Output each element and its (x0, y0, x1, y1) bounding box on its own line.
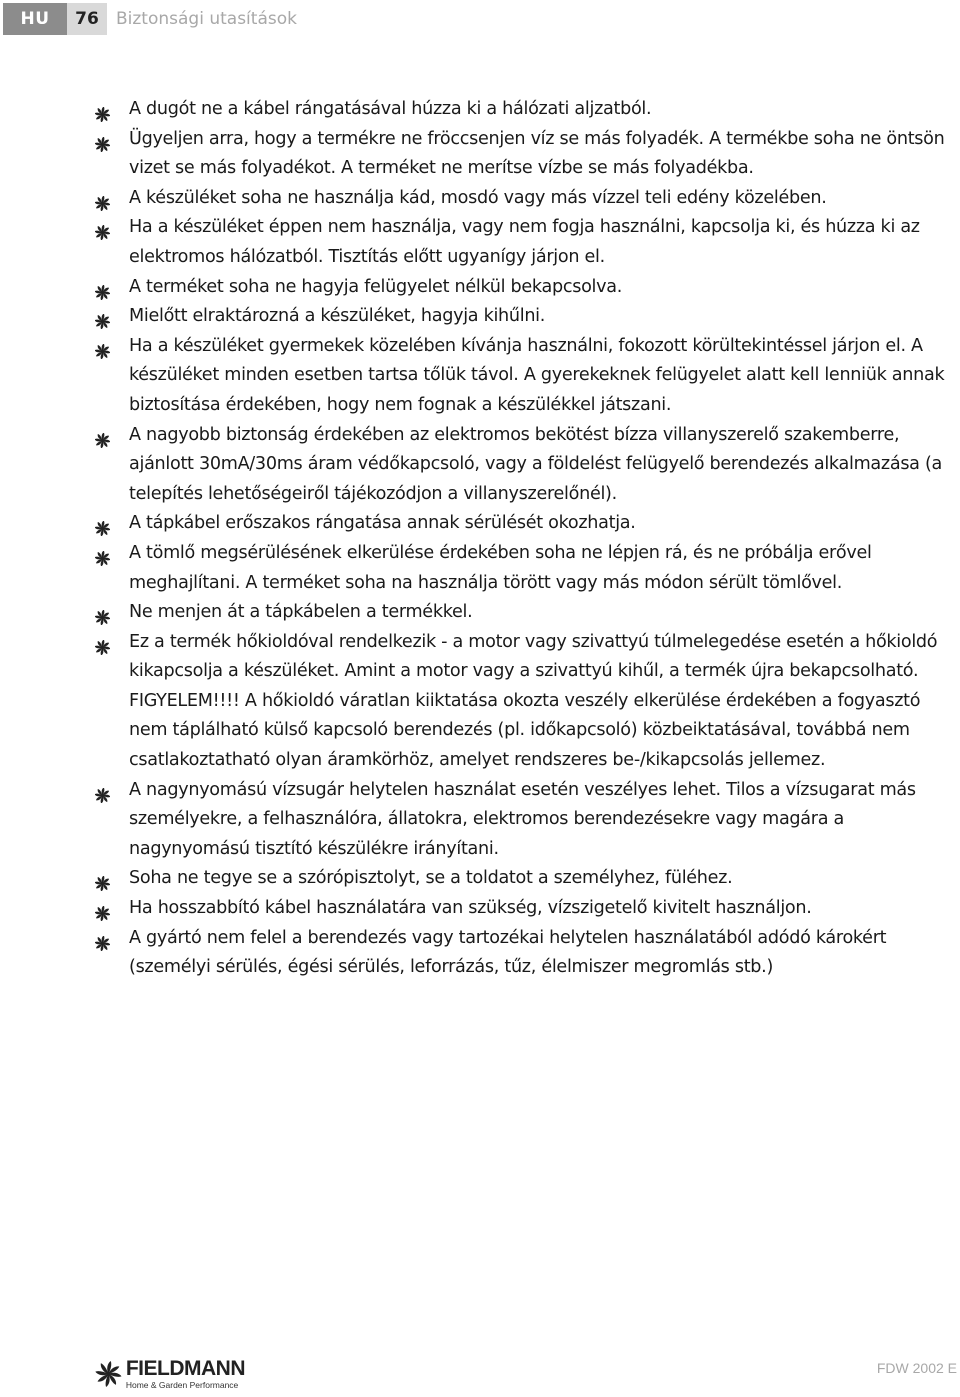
fan-bullet-icon (95, 133, 110, 148)
fan-bullet-icon (95, 429, 110, 444)
fan-bullet-icon (95, 192, 110, 207)
fan-bullet-icon (95, 872, 110, 887)
list-item (95, 894, 957, 924)
list-item-text: A tömlő megsérülésének elkerülése érdekében soha ne lépjen rá, és ne próbálja erővel meghajlítani. A terméket soha na használja törött vagy más módon sérült tömlővel. (129, 542, 872, 593)
fan-logo-icon (95, 1358, 122, 1390)
brand-tagline: Home & Garden Performance (125, 1380, 239, 1391)
list-item (95, 421, 957, 510)
fan-bullet-icon (95, 221, 110, 236)
list-item-text: Ha hosszabbító kábel használatára van szükség, vízszigetelő kivitelt használjon. (129, 898, 812, 919)
model-number: FDW 2002 E (876, 1360, 957, 1376)
fan-bullet-icon (95, 103, 110, 118)
list-item (95, 509, 957, 539)
fan-bullet-icon (95, 281, 110, 296)
fan-bullet-icon (95, 784, 110, 799)
list-item (95, 95, 957, 125)
list-item-text: A nagynyomású vízsugár helytelen használat esetén veszélyes lehet. Tilos a vízsugarat más személyekre, a felhasználóra, állatokra, elektromos berendezésekre vagy magára a nagynyomású tisztító készülékre irányítani. (129, 779, 916, 859)
page-header (3, 3, 297, 35)
list-item-text: A terméket soha ne hagyja felügyelet nélkül bekapcsolva. (129, 276, 623, 297)
list-item-text: Ne menjen át a tápkábelen a termékkel. (129, 602, 473, 623)
list-item-text: Ez a termék hőkioldóval rendelkezik - a motor vagy szivattyú túlmelegedése esetén a hőkioldó kikapcsolja a készüléket. Amint a motor vagy a szivattyú kihűl, a termék újra bekapcsolható. FIGYELEM!!!! A hőkioldó váratlan kiiktatása okozta veszély elkerülése érdekében a fogyasztó nem táplálható külső kapcsoló berendezés (pl. időkapcsoló) közbeiktatásával, továbbá nem csatlakoztatható olyan áramkörhöz, amelyet rendszeres be-/kikapcsolás jellemez. (129, 631, 938, 771)
fan-bullet-icon (95, 636, 110, 651)
list-item-text: Mielőtt elraktározná a készüléket, hagyja kihűlni. (129, 306, 546, 327)
safety-instructions-list (95, 95, 957, 983)
list-item-text: A tápkábel erőszakos rángatása annak sérülését okozhatja. (129, 513, 636, 534)
list-item (95, 864, 957, 894)
list-item (95, 628, 957, 776)
list-item (95, 924, 957, 983)
fan-bullet-icon (95, 547, 110, 562)
brand-name: FIELDMANN (125, 1357, 245, 1381)
list-item (95, 125, 957, 184)
list-item-text: A dugót ne a kábel rángatásával húzza ki a hálózati aljzatból. (129, 99, 652, 119)
fan-bullet-icon (95, 932, 110, 947)
fan-bullet-icon (95, 310, 110, 325)
list-item-text: Soha ne tegye se a szórópisztolyt, se a toldatot a személyhez, füléhez. (129, 868, 733, 889)
list-item (95, 332, 957, 421)
fan-bullet-icon (95, 902, 110, 917)
list-item (95, 539, 957, 598)
fan-bullet-icon (95, 606, 110, 621)
list-item-text: Ha a készüléket éppen nem használja, vagy nem fogja használni, kapcsolja ki, és húzza ki az elektromos hálózatból. Tisztítás előtt ugyanígy járjon el. (129, 217, 920, 267)
fan-bullet-icon (95, 517, 110, 532)
list-item (95, 184, 957, 214)
fieldmann-logo (95, 1357, 245, 1391)
list-item-text: A gyártó nem felel a berendezés vagy tartozékai helytelen használatából adódó károkért (személyi sérülés, égési sérülés, leforrázás, tűz, élelmiszer megromlás stb.) (129, 927, 887, 978)
list-item (95, 213, 957, 272)
language-tag: HU (3, 3, 67, 35)
list-item (95, 776, 957, 865)
fan-bullet-icon (95, 340, 110, 355)
list-item-text: Ha a készüléket gyermekek közelében kívánja használni, fokozott körültekintéssel járjon el. A készüléket minden esetben tartsa tőlük távol. A gyerekeknek felügyelet alatt kell lenniük annak biztosítása érdekében, hogy nem fognak a készülékkel játszani. (129, 335, 945, 415)
page-number: 76 (67, 3, 107, 35)
list-item-text: A nagyobb biztonság érdekében az elektromos bekötést bízza villanyszerelő szakemberre, ajánlott 30mA/30ms áram védőkapcsoló, vagy a földelést felügyelő berendezés alkalmazása (a telepítés lehetőségeiről tájékozódjon a villanyszerelőnél). (129, 424, 942, 504)
list-item-text: Ügyeljen arra, hogy a termékre ne fröccsenjen víz se más folyadék. A termékbe soha ne öntsön vizet se más folyadékot. A terméket ne merítse vízbe se más folyadékba. (129, 128, 945, 179)
section-title: Biztonsági utasítások (116, 9, 297, 29)
list-item (95, 598, 957, 628)
list-item-text: A készüléket soha ne használja kád, mosdó vagy más vízzel teli edény közelében. (129, 187, 827, 208)
list-item (95, 302, 957, 332)
list-item (95, 273, 957, 303)
